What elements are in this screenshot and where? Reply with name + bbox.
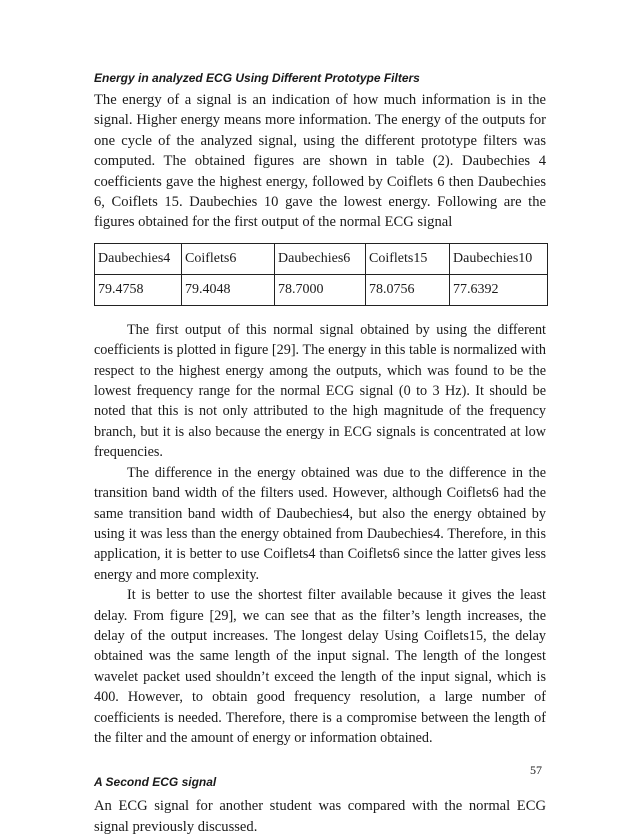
page-number: 57 [530,763,542,777]
body-paragraph-1: The first output of this normal signal obtained by using the different coefficients is plotted in figure [29]. The energy in this table is normalized with respect to the highest energy among the outputs, which was found to be the lowest frequency range for the normal ECG signal (0 to 3 Hz). It should be noted that this is not only attributed to the high magnitude of the frequency branch, but it is also because the energy in ECG signals is concentrated at low frequencies. [94,321,546,461]
body-paragraph-2: The difference in the energy obtained was due to the difference in the transition band width of the filters used. However, although Coiflets6 had the same transition band width of Daubechies4, but also the energy obtained by using it was less than the energy obtained from Daubechies4. Therefore, in this application, it is better to use Coiflets4 than Coiflets6 since the latter gives less energy and more complexity. [94,464,546,583]
section-heading-energy: Energy in analyzed ECG Using Different Prototype Filters [94,71,420,85]
page-content [94,70,546,837]
table-header-cell: Daubechies10 [450,243,548,274]
table-cell: 79.4758 [95,274,182,305]
intro-paragraph: The energy of a signal is an indication of how much information is in the signal. Higher energy means more information. The energy of the outputs for one cycle of the analyzed signal, using the different prototype filters was computed. The obtained figures are shown in table (2). Daubechies 4 coefficients gave the highest energy, followed by Coiflets 6 then Daubechies 6, Coiflets 15. Daubechies 10 gave the lowest energy. Following are the figures obtained for the first output of the normal ECG signal [94,92,546,231]
table-cell: 78.7000 [275,274,366,305]
table-header-cell: Coiflets15 [366,243,450,274]
table-cell: 77.6392 [450,274,548,305]
energy-table [94,243,548,306]
table-row [95,274,548,305]
body-paragraph-3: It is better to use the shortest filter available because it gives the least delay. From figure [29], we can see that as the filter’s length increases, the delay of the output increases. The longest delay Using Coiflets15, the delay obtained was the same length of the input signal. The length of the longest wavelet packet used shouldn’t exceed the length of the input signal, which is 400. However, to obtain good frequency resolution, a large number of coefficients is needed. Therefore, there is a compromise between the length of the filter and the amount of energy or information obtained. [94,587,546,746]
table-cell: 79.4048 [182,274,275,305]
table-header-row [95,243,548,274]
table-cell: 78.0756 [366,274,450,305]
table-header-cell: Daubechies6 [275,243,366,274]
table-header-cell: Coiflets6 [182,243,275,274]
second-ecg-paragraph: An ECG signal for another student was compared with the normal ECG signal previously discussed. [94,798,546,835]
section-heading-second-ecg: A Second ECG signal [94,775,217,790]
table-header-cell: Daubechies4 [95,243,182,274]
